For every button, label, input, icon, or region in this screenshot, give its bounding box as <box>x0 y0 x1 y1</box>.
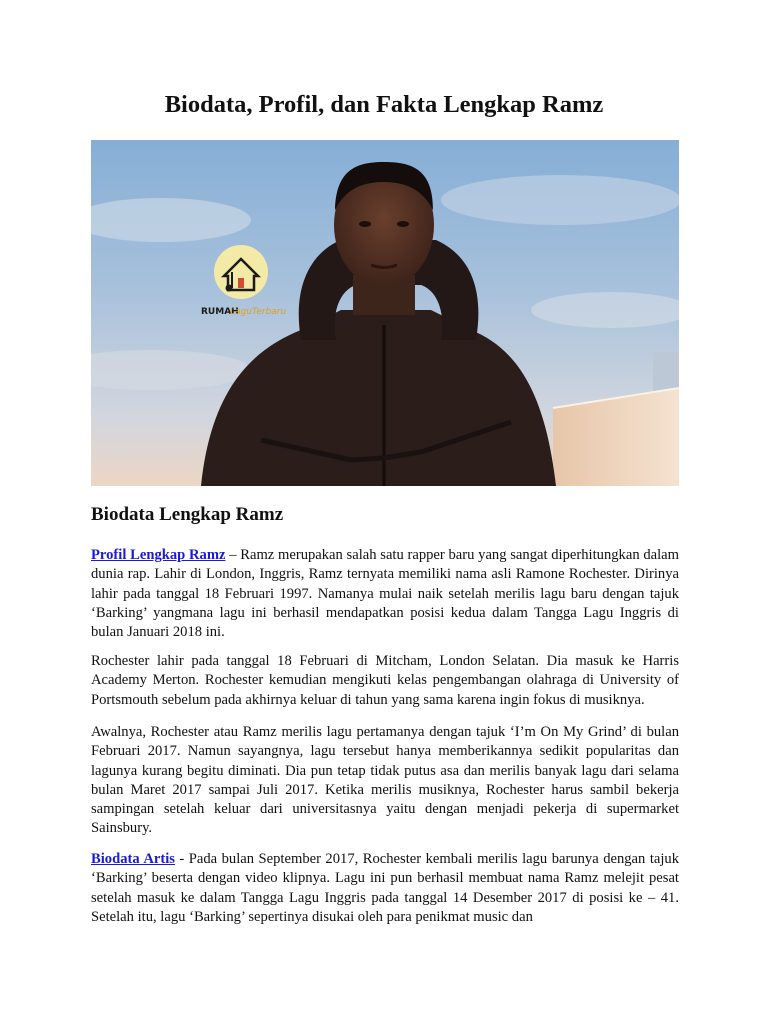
paragraph-3: Awalnya, Rochester atau Ramz merilis lagu pertamanya dengan tajuk ‘I’m On My Grind’ di bulan Februari 2017. Namun sayangnya, lagu tersebut hanya memberikannya sedikit popularitas dan lagunya kurang begitu diminati. Dia pun tetap tidak putus asa dan merilis banyak lagu dari selama bulan Maret 2017 sampai Juli 2017. Ketika merilis musiknya, Rochester harus sambil bekerja sampingan setelah keluar dari universitasnya yaitu dengan menjadi pekerja di supermarket Sainsbury. <box>91 724 679 837</box>
paragraph-1 <box>91 546 679 642</box>
article-title: Biodata, Profil, dan Fakta Lengkap Ramz <box>164 91 604 118</box>
biodata-artis-link[interactable]: Biodata Artis <box>91 851 175 867</box>
paragraph-1-text: – Ramz merupakan salah satu rapper baru yang sangat diperhitungkan dalam dunia rap. Lahir di London, Inggris, Ramz ternyata memiliki nama asli Ramone Rochester. Dirinya lahir pada tanggal 18 Februari 1997. Namanya mulai naik setelah merilis lagu baru dengan tajuk ‘Barking’ yangmana lagu ini berhasil mendapatkan posisi kedua dalam Tangga Lagu Inggris di bulan Januari 2018 ini. <box>91 547 679 641</box>
profil-lengkap-ramz-link[interactable]: Profil Lengkap Ramz <box>91 547 226 563</box>
watermark-text-laguterbaru: LaguTerbaru <box>230 307 287 317</box>
section-heading: Biodata Lengkap Ramz <box>91 504 284 525</box>
paragraph-4 <box>91 850 679 927</box>
artist-photo <box>91 140 679 486</box>
watermark-text-rumah: RUMAH <box>201 307 239 317</box>
paragraph-2: Rochester lahir pada tanggal 18 Februari di Mitcham, London Selatan. Dia masuk ke Harris Academy Merton. Rochester kemudian mengikuti kelas pengembangan olahraga di University of Portsmouth sebelum pada akhirnya keluar di tahun yang sama karena ingin fokus di musiknya. <box>91 653 679 708</box>
paragraph-4-text: - Pada bulan September 2017, Rochester kembali merilis lagu barunya dengan tajuk ‘Barking’ beserta dengan video klipnya. Lagu ini pun berhasil membuat nama Ramz melejit pesat setelah masuk ke dalam Tangga Lagu Inggris pada tanggal 14 Desember 2017 di posisi ke – 41. Setelah itu, lagu ‘Barking’ sepertinya disukai oleh para penikmat music dan <box>91 851 679 925</box>
